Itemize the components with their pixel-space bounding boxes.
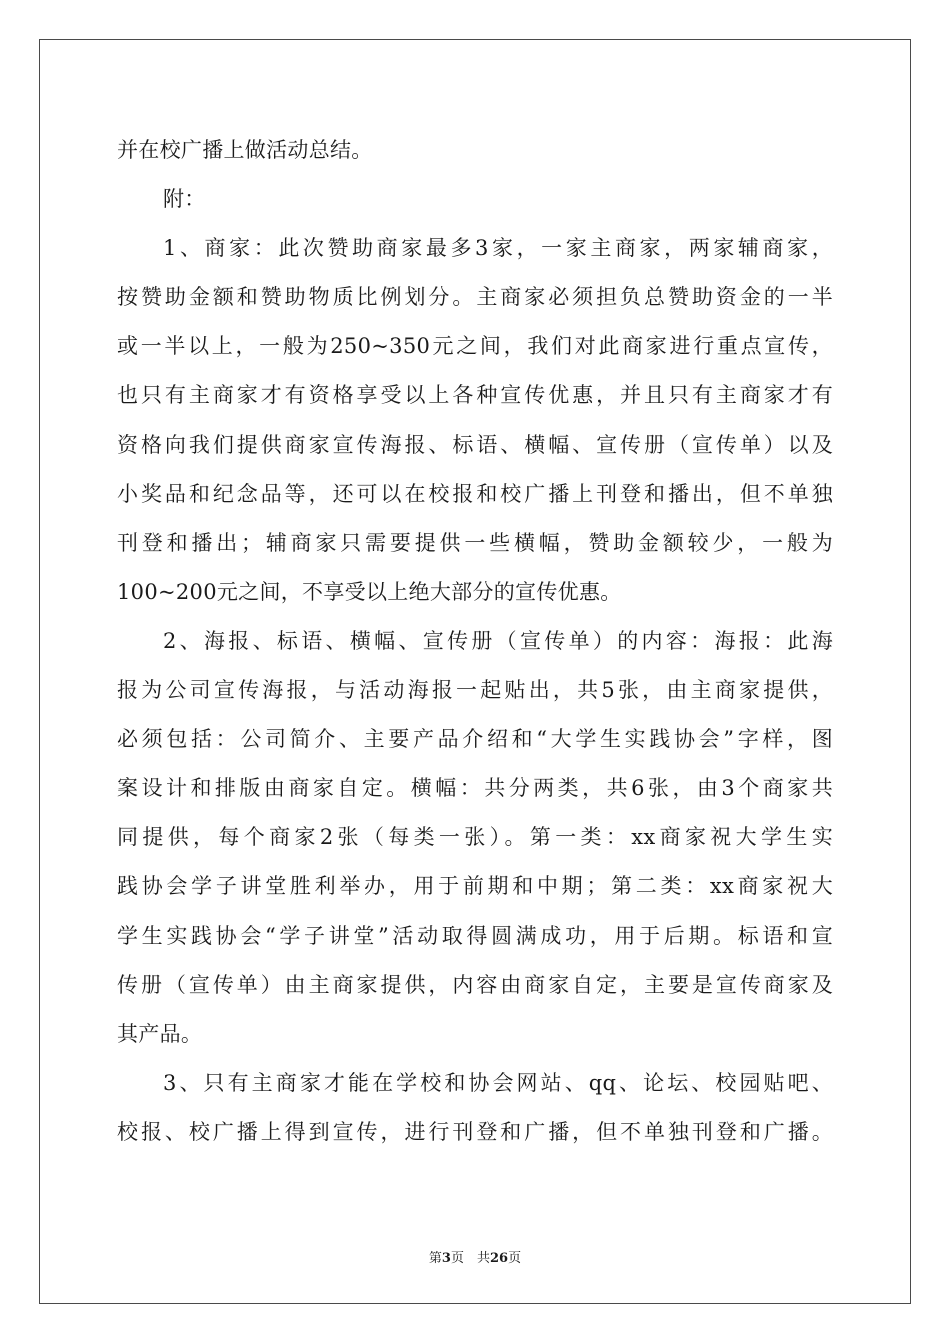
text-line: 1、商家：此次赞助商家最多3家，一家主商家，两家辅商家， bbox=[163, 236, 833, 261]
text-line: 必须包括：公司简介、主要产品介绍和“大学生实践协会”字样，图 bbox=[117, 727, 833, 752]
footer-mid: 页 共 bbox=[450, 1251, 490, 1266]
text-line: 小奖品和纪念品等，还可以在校报和校广播上刊登和播出，但不单独 bbox=[117, 481, 833, 506]
text-line: 践协会学子讲堂胜利举办，用于前期和中期；第二类：xx商家祝大 bbox=[117, 874, 833, 899]
text-line: 也只有主商家才有资格享受以上各种宣传优惠，并且只有主商家才有 bbox=[117, 383, 833, 408]
text-line: 附： bbox=[163, 187, 206, 212]
footer-suffix: 页 bbox=[508, 1251, 522, 1266]
document-body bbox=[117, 126, 833, 1157]
text-line: 3、只有主商家才能在学校和协会网站、qq、论坛、校园贴吧、 bbox=[163, 1070, 833, 1095]
footer-prefix: 第 bbox=[428, 1251, 442, 1266]
text-line: 案设计和排版由商家自定。横幅：共分两类，共6张，由3个商家共 bbox=[117, 776, 833, 801]
text-line: 100~200元之间，不享受以上绝大部分的宣传优惠。 bbox=[117, 579, 622, 604]
footer-page-number: 3 bbox=[441, 1251, 451, 1266]
footer-total-pages: 26 bbox=[489, 1251, 509, 1266]
text-line: 并在校广播上做活动总结。 bbox=[117, 138, 373, 162]
text-line: 2、海报、标语、横幅、宣传册（宣传单）的内容：海报：此海 bbox=[163, 628, 833, 653]
text-line: 同提供，每个商家2张（每类一张）。第一类：xx商家祝大学生实 bbox=[117, 825, 833, 850]
text-line: 报为公司宣传海报，与活动海报一起贴出，共5张，由主商家提供， bbox=[117, 678, 833, 703]
text-line: 校报、校广播上得到宣传，进行刊登和广播，但不单独刊登和广播。 bbox=[117, 1119, 833, 1144]
text-line: 或一半以上，一般为250~350元之间，我们对此商家进行重点宣传， bbox=[117, 334, 833, 359]
text-line: 刊登和播出；辅商家只需要提供一些横幅，赞助金额较少，一般为 bbox=[117, 530, 833, 555]
text-line: 学生实践协会“学子讲堂”活动取得圆满成功，用于后期。标语和宣 bbox=[117, 923, 833, 948]
text-line: 其产品。 bbox=[117, 1021, 203, 1046]
text-line: 按赞助金额和赞助物质比例划分。主商家必须担负总赞助资金的一半 bbox=[117, 285, 833, 310]
page-footer bbox=[0, 1247, 950, 1266]
text-line: 资格向我们提供商家宣传海报、标语、横幅、宣传册（宣传单）以及 bbox=[117, 432, 833, 457]
text-line: 传册（宣传单）由主商家提供，内容由商家自定，主要是宣传商家及 bbox=[117, 972, 833, 997]
